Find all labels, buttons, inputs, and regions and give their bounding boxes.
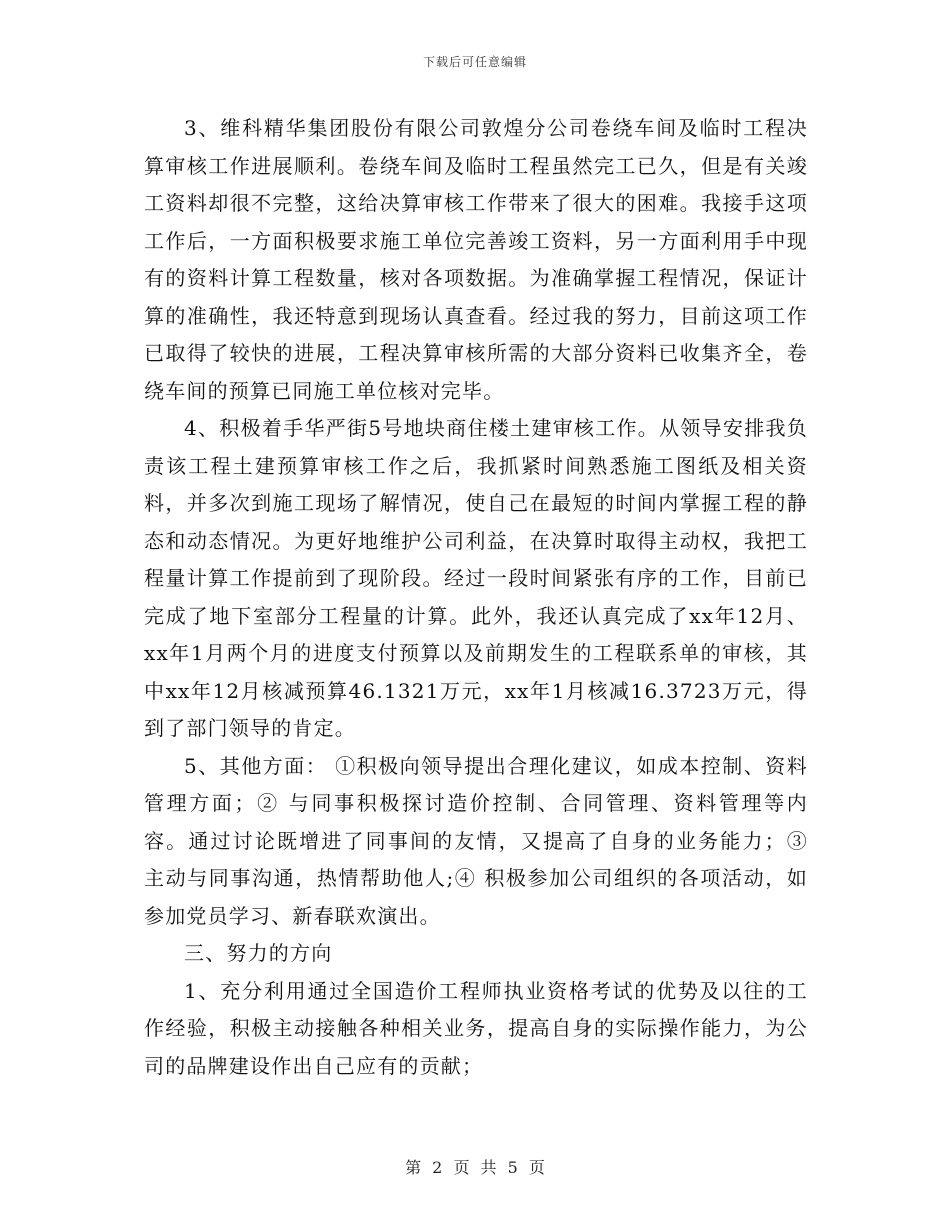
section-heading-direction: 三、努力的方向 [184, 941, 333, 965]
paragraph-item-3: 3、维科精华集团股份有限公司敦煌分公司卷绕车间及临时工程决算审核工作进展顺利。卷绕车间及临时工程虽然完工已久，但是有关竣工资料却很不完整，这给决算审核工作带来了很大的困难。我接手这项工作后，一方面积极要求施工单位完善竣工资料，另一方面利用手中现有的资料计算工程数量，核对各项数据。为准确掌握工程情况，保证计算的准确性，我还特意到现场认真查看。经过我的努力，目前这项工作已取得了较快的进展，工程决算审核所需的大部分资料已收集齐全，卷绕车间的预算已同施工单位核对完毕。 [144, 116, 808, 403]
page-footer: 第 2 页 共 5 页 [405, 1158, 545, 1177]
paragraph-item-5: 5、其他方面： ①积极向领导提出合理化建议，如成本控制、资料管理方面；② 与同事积极探讨造价控制、合同管理、资料管理等内容。通过讨论既增进了同事间的友情，又提高了自身的业务能力；③ 主动与同事沟通，热情帮助他人;④ 积极参加公司组织的各项活动，如参加党员学习、新春联欢演出。 [144, 753, 808, 928]
document-body [144, 110, 808, 1085]
paragraph-direction-1: 1、充分利用通过全国造价工程师执业资格考试的优势及以往的工作经验，积极主动接触各种相关业务，提高自身的实际操作能力，为公司的品牌建设作出自己应有的贡献； [144, 978, 808, 1078]
paragraph-item-4: 4、积极着手华严街5号地块商住楼土建审核工作。从领导安排我负责该工程土建预算审核工作之后，我抓紧时间熟悉施工图纸及相关资料，并多次到施工现场了解情况，使自己在最短的时间内掌握工程的静态和动态情况。为更好地维护公司利益，在决算时取得主动权，我把工程量计算工作提前到了现阶段。经过一段时间紧张有序的工作，目前已完成了地下室部分工程量的计算。此外，我还认真完成了xx年12月、xx年1月两个月的进度支付预算以及前期发生的工程联系单的审核，其中xx年12月核减预算46.1321万元，xx年1月核减16.3723万元，得到了部门领导的肯定。 [144, 416, 808, 740]
page-header: 下载后可任意编辑 [422, 55, 527, 69]
